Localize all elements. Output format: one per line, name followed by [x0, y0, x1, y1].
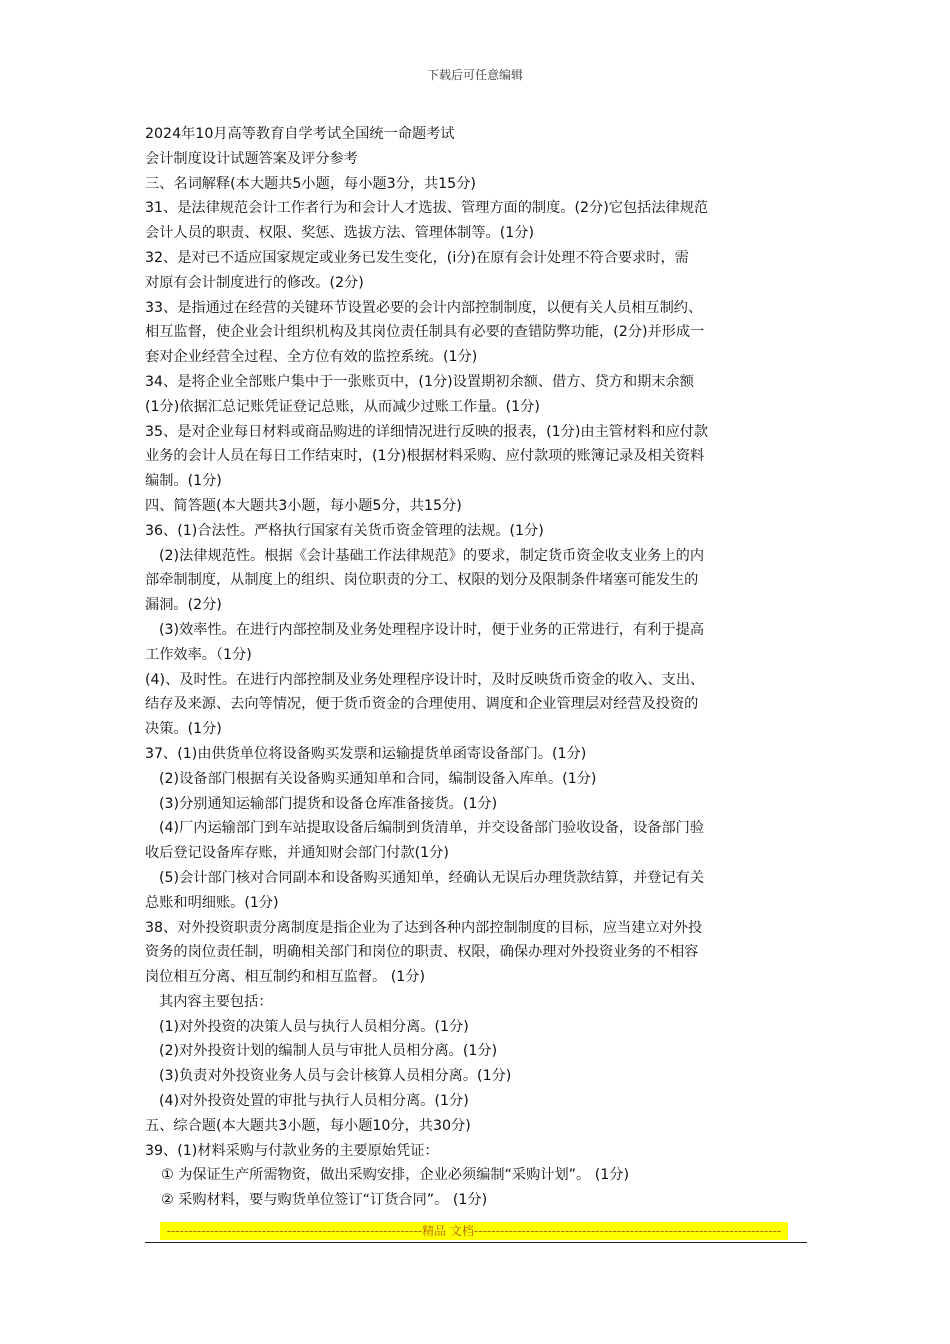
text-line: 会计制度设计试题答案及评分参考	[145, 150, 358, 167]
text-line: 业务的会计人员在每日工作结束时，(1分)根据材料采购、应付款项的账簿记录及相关资料	[145, 448, 705, 465]
text-line: 33、是指通过在经营的关键环节设置必要的会计内部控制制度，以便有关人员相互制约、	[145, 299, 703, 316]
text-line: 资务的岗位责任制，明确相关部门和岗位的职责、权限，确保办理对外投资业务的不相容	[145, 944, 699, 961]
text-line: 35、是对企业每日材料或商品购进的详细情况进行反映的报表，(1分)由主管材料和应付款	[145, 423, 709, 440]
text-line: 36、(1)合法性。严格执行国家有关货币资金管理的法规。(1分)	[145, 522, 544, 539]
text-line: 对原有会计制度进行的修改。(2分)	[145, 274, 364, 291]
text-line: (4)对外投资处置的审批与执行人员相分离。(1分)	[159, 1093, 469, 1110]
text-line: 其内容主要包括：	[159, 993, 273, 1010]
text-line: (3)效率性。在进行内部控制及业务处理程序设计时，便于业务的正常进行，有利于提高	[159, 621, 705, 638]
document-body	[145, 122, 807, 1213]
text-line: 34、是将企业全部账户集中于一张账页中，(1分)设置期初余额、借方、贷方和期末余额	[145, 373, 694, 390]
page-header: 下载后可任意编辑	[426, 68, 523, 82]
text-line: 套对企业经营全过程、全方位有效的监控系统。(1分)	[145, 349, 478, 366]
text-line: 编制。(1分)	[145, 473, 222, 490]
text-line: (5)会计部门核对合同副本和设备购买通知单，经确认无误后办理货款结算，并登记有关	[159, 869, 705, 886]
footer-banner: -----------------------------------------------------------精品 文档-----------------------------------------------------------------------	[160, 1222, 788, 1240]
text-line: 漏洞。(2分)	[145, 597, 222, 614]
text-line: (1)对外投资的决策人员与执行人员相分离。(1分)	[159, 1018, 469, 1035]
text-line: 39、(1)材料采购与付款业务的主要原始凭证：	[145, 1142, 439, 1159]
text-line: (3)分别通知运输部门提货和设备仓库准备接货。(1分)	[159, 795, 498, 812]
text-line: ① 为保证生产所需物资，做出采购安排，企业必须编制“采购计划”。 (1分)	[161, 1167, 629, 1184]
text-line: 部牵制制度，从制度上的组织、岗位职责的分工、权限的划分及限制条件堵塞可能发生的	[145, 572, 699, 589]
text-line: 37、(1)由供货单位将设备购买发票和运输提货单函寄设备部门。(1分)	[145, 745, 587, 762]
text-line: (4)、及时性。在进行内部控制及业务处理程序设计时，及时反映货币资金的收入、支出、	[145, 671, 705, 688]
text-line: 会计人员的职责、权限、奖惩、选拔方法、管理体制等。(1分)	[145, 225, 534, 242]
text-line: (2)对外投资计划的编制人员与审批人员相分离。(1分)	[159, 1043, 498, 1060]
text-line: 三、名词解释(本大题共5小题，每小题3分，共15分)	[145, 175, 476, 192]
text-line: 收后登记设备库存账，并通知财会部门付款(1分)	[145, 845, 449, 862]
text-line: 工作效率。（1分)	[145, 646, 252, 663]
text-line: 38、对外投资职责分离制度是指企业为了达到各种内部控制制度的目标，应当建立对外投	[145, 919, 703, 936]
footer-divider	[145, 1242, 807, 1243]
text-line: 31、是法律规范会计工作者行为和会计人才选拔、管理方面的制度。(2分)它包括法律规范	[145, 200, 709, 217]
text-line: (3)负责对外投资业务人员与会计核算人员相分离。(1分)	[159, 1068, 512, 1085]
text-line: 2024年10月高等教育自学考试全国统一命题考试	[145, 126, 455, 142]
text-line: (1分)依据汇总记账凭证登记总账，从而减少过账工作量。(1分)	[145, 398, 540, 415]
text-line: (4)厂内运输部门到车站提取设备后编制到货清单，并交设备部门验收设备，设备部门验	[159, 820, 705, 837]
text-line: 相互监督，使企业会计组织机构及其岗位责任制具有必要的查错防弊功能，(2分)并形成一	[145, 324, 705, 341]
text-line: 总账和明细账。(1分)	[145, 894, 279, 911]
text-line: (2)法律规范性。根据《会计基础工作法律规范》的要求，制定货币资金收支业务上的内	[159, 547, 705, 564]
text-line: 决策。(1分)	[145, 721, 222, 738]
text-line: 结存及来源、去向等情况，便于货币资金的合理使用、调度和企业管理层对经营及投资的	[145, 696, 699, 713]
text-line: (2)设备部门根据有关设备购买通知单和合同，编制设备入库单。(1分)	[159, 770, 597, 787]
text-line: 32、是对已不适应国家规定或业务已发生变化，(i分)在原有会计处理不符合要求时，需	[145, 249, 689, 266]
text-line: 岗位相互分离、相互制约和相互监督。 (1分)	[145, 969, 425, 986]
text-line: 四、简答题(本大题共3小题，每小题5分，共15分)	[145, 497, 462, 514]
text-line: 五、综合题(本大题共3小题，每小题10分，共30分)	[145, 1117, 471, 1134]
text-line: ② 采购材料，要与购货单位签订“订货合同”。 (1分)	[161, 1192, 488, 1209]
